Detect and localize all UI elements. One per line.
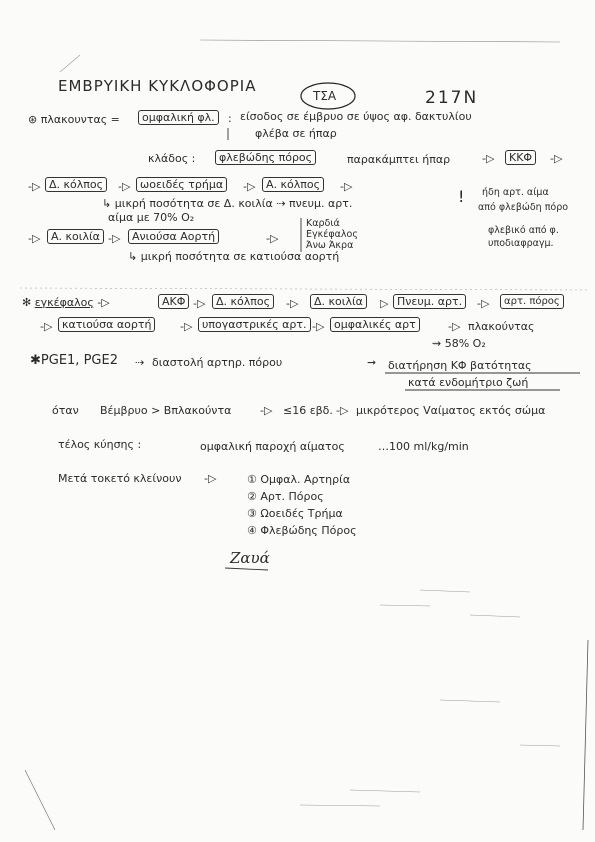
line5-list1: Καρδιά bbox=[306, 218, 340, 229]
line8-box2: υπογαστρικές αρτ. bbox=[198, 317, 311, 332]
exclamation-icon: ! bbox=[458, 187, 465, 206]
line8-box1: κατιούσα αορτή bbox=[58, 317, 155, 332]
line10-text3: ≤16 εβδ. bbox=[283, 404, 333, 417]
line12-prefix: Μετά τοκετό κλείνουν bbox=[58, 472, 182, 485]
arrow-icon: -▷ bbox=[312, 320, 325, 333]
line2-box: φλεβώδης πόρος bbox=[215, 150, 316, 165]
list-item: ④ Φλεβώδης Πόρος bbox=[247, 524, 357, 537]
line3-side2: από φλεβώδη πόρο bbox=[478, 202, 569, 213]
arrow-icon: -▷ bbox=[482, 152, 495, 165]
line2-text: παρακάμπτει ήπαρ bbox=[347, 153, 451, 166]
line1-text2: φλέβα σε ήπαρ bbox=[255, 127, 337, 140]
arrow-icon: -▷ bbox=[266, 232, 279, 245]
line11-text: ομφαλική παροχή αίματος bbox=[200, 440, 345, 453]
arrow-icon: -▷ bbox=[193, 297, 206, 310]
line3-side1: ήδη αρτ. αίμα bbox=[482, 187, 549, 198]
line4-text: ↳ μικρή ποσότητα σε Δ. κοιλία ⇢ πνευμ. αρτ. bbox=[102, 197, 353, 210]
line5-list3: Άνω Άκρα bbox=[306, 240, 354, 251]
arrow-icon: -▷ bbox=[118, 180, 131, 193]
arrow-icon: -▷ bbox=[550, 152, 563, 165]
line1-box: ομφαλική φλ. bbox=[138, 110, 219, 125]
line8-pct: ⇝ 58% O₂ bbox=[432, 337, 486, 350]
arrow-icon: -▷ bbox=[286, 297, 299, 310]
line6-text: ↳ μικρή ποσότητα σε κατιούσα αορτή bbox=[128, 250, 340, 263]
line5-box1: Α. κοιλία bbox=[47, 229, 104, 244]
line8-end: πλακούντας bbox=[468, 320, 535, 333]
line3-box2: ωοειδές τρήμα bbox=[136, 177, 227, 192]
arrow-icon: ⇢ bbox=[135, 356, 145, 369]
line9-text3: κατά ενδομήτριο ζωή bbox=[408, 376, 529, 389]
line1-colon: : bbox=[228, 112, 232, 125]
line1-prefix: ⊛ πλακουντας = bbox=[28, 113, 120, 126]
arrow-icon: -▷ bbox=[340, 180, 353, 193]
arrow-icon: -▷ bbox=[180, 320, 193, 333]
line10-text2: Βέμβρυο > Βπλακούντα bbox=[100, 404, 232, 417]
arrow-icon: -▷ bbox=[28, 180, 41, 193]
page-number: 217Ν bbox=[425, 88, 479, 108]
line3-box1: Δ. κόλπος bbox=[45, 177, 107, 192]
line9-text2: διατήρηση ΚΦ βατότητας bbox=[388, 359, 532, 372]
line10-text: όταν bbox=[52, 404, 79, 417]
line3-box3: Α. κόλπος bbox=[262, 177, 324, 192]
line7-box2: Δ. κόλπος bbox=[212, 294, 274, 309]
line1-text: είσοδος σε έμβρυο σε ύψος αφ. δακτυλίου bbox=[240, 110, 472, 123]
line7-box5: αρτ. πόρος bbox=[500, 294, 564, 309]
line10-text4: μικρότερος Vαίματος εκτός σώμα bbox=[356, 404, 546, 417]
line7-box3: Δ. κοιλία bbox=[310, 294, 367, 309]
line7-prefix: ✻ εγκέφαλος -▷ bbox=[22, 296, 110, 309]
line5-list2: Εγκέφαλος bbox=[306, 229, 358, 240]
signature: Ζαυά bbox=[230, 549, 270, 567]
arrow-icon: -▷ bbox=[28, 232, 41, 245]
line7-box1: ΑΚΦ bbox=[158, 294, 189, 309]
line4-text3: αίμα με 70% O₂ bbox=[108, 211, 195, 224]
line8-box3: ομφαλικές αρτ bbox=[330, 317, 420, 332]
line2-box2: ΚΚΦ bbox=[505, 150, 536, 165]
list-item: ① Ομφαλ. Αρτηρία bbox=[247, 473, 351, 486]
title-tag: ΤΣΑ bbox=[313, 89, 337, 103]
arrow-icon: -▷ bbox=[448, 320, 461, 333]
line9-star: ✱PGE1, PGE2 bbox=[30, 353, 118, 368]
arrow-icon: -▷ bbox=[108, 232, 121, 245]
arrow-icon: -▷ bbox=[477, 297, 490, 310]
line2-prefix: κλάδος : bbox=[148, 152, 196, 165]
page-title: ΕΜΒΡΥΙΚΗ ΚΥΚΛΟΦΟΡΙΑ bbox=[58, 77, 257, 95]
line11-value: …100 ml/kg/min bbox=[378, 440, 469, 453]
arrow-icon: ▷ bbox=[380, 297, 389, 310]
arrow-icon: -▷ bbox=[40, 320, 53, 333]
list-item: ② Αρτ. Πόρος bbox=[247, 490, 324, 503]
list-item: ③ Ωοειδές Τρήμα bbox=[247, 507, 343, 520]
arrow-icon: -▷ bbox=[204, 472, 217, 485]
arrow-icon: -▷ bbox=[336, 404, 349, 417]
line9-text: διαστολή αρτηρ. πόρου bbox=[152, 356, 283, 369]
line7-box4: Πνευμ. αρτ. bbox=[393, 294, 466, 309]
arrow-icon: -▷ bbox=[260, 404, 273, 417]
arrow-icon: ➞ bbox=[367, 356, 377, 369]
line11-prefix: τέλος κύησης : bbox=[58, 438, 142, 451]
line5-side1: φλεβικό από φ. bbox=[488, 225, 559, 236]
arrow-icon: -▷ bbox=[243, 180, 256, 193]
line5-side2: υποδιαφραγμ. bbox=[488, 238, 554, 249]
line5-box2: Ανιούσα Αορτή bbox=[128, 229, 219, 244]
